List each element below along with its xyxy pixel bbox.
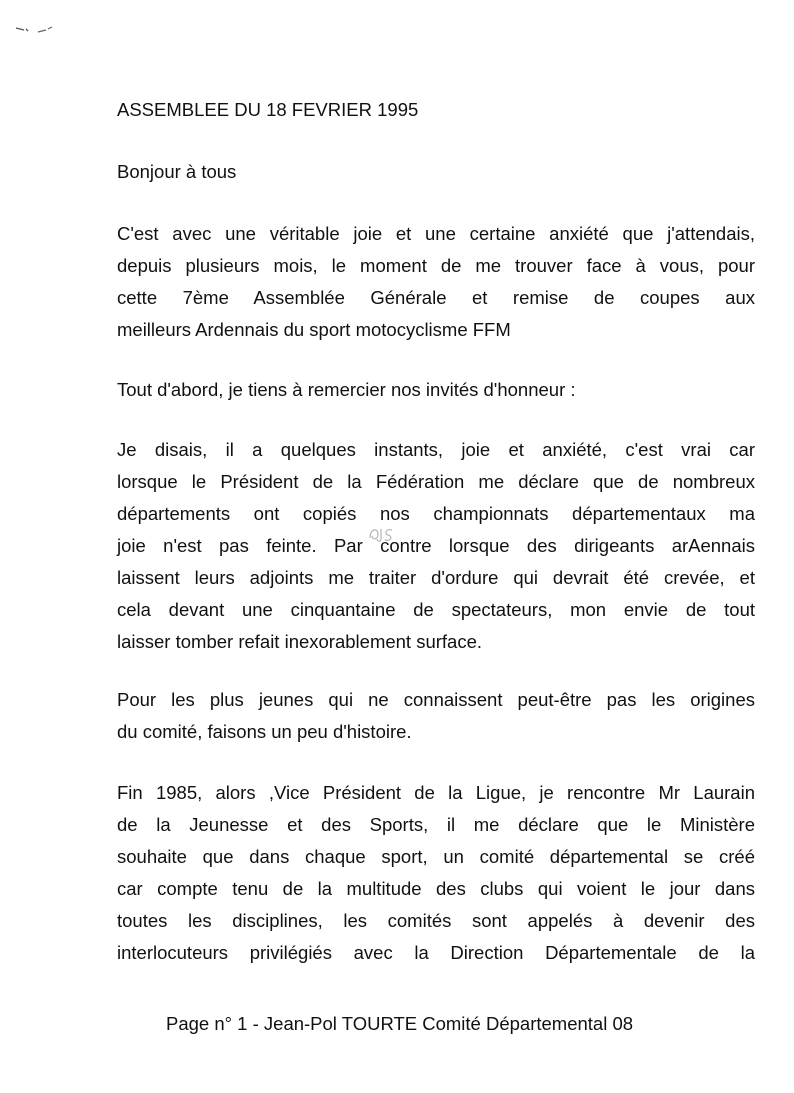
- paragraph-line: depuis plusieurs mois, le moment de me trouver face à vous, pour: [117, 255, 755, 276]
- paragraph-line: souhaite que dans chaque sport, un comité départemental se créé: [117, 846, 755, 867]
- paragraph-line: départements ont copiés nos championnats départementaux ma: [117, 503, 755, 524]
- paragraph-line: Pour les plus jeunes qui ne connaissent peut-être pas les origines: [117, 689, 755, 710]
- paragraph-line: du comité, faisons un peu d'histoire.: [117, 721, 412, 742]
- greeting: Bonjour à tous: [117, 161, 237, 182]
- paragraph-line: C'est avec une véritable joie et une certaine anxiété que j'attendais,: [117, 223, 755, 244]
- paragraph-joy-anxiety: [117, 434, 755, 658]
- paragraph-line: laisser tomber refait inexorablement surface.: [117, 631, 483, 652]
- paragraph-line: interlocuteurs privilégiés avec la Direction Départementale de la: [117, 942, 755, 963]
- paragraph-line: Fin 1985, alors ,Vice Président de la Ligue, je rencontre Mr Laurain: [117, 782, 755, 803]
- paragraph-history-intro: [117, 684, 755, 748]
- paragraph-line: laissent leurs adjoints me traiter d'ordure qui devrait été crevée, et: [117, 567, 755, 588]
- paragraph-line: lorsque le Président de la Fédération me déclare que de nombreux: [117, 471, 755, 492]
- paragraph-history: [117, 777, 755, 969]
- paragraph-line: cela devant une cinquantaine de spectateurs, mon envie de tout: [117, 599, 755, 620]
- paragraph-thanks: Tout d'abord, je tiens à remercier nos invités d'honneur :: [117, 379, 576, 400]
- document-heading: ASSEMBLEE DU 18 FEVRIER 1995: [117, 99, 419, 120]
- paragraph-line: cette 7ème Assemblée Générale et remise de coupes aux: [117, 287, 755, 308]
- paragraph-line: car compte tenu de la multitude des clubs qui voient le jour dans: [117, 878, 755, 899]
- page-footer: Page n° 1 - Jean-Pol TOURTE Comité Départemental 08: [166, 1013, 634, 1034]
- stamp-watermark-icon: [366, 524, 396, 544]
- paragraph-intro: [117, 218, 755, 346]
- paragraph-line: Je disais, il a quelques instants, joie et anxiété, c'est vrai car: [117, 439, 755, 460]
- scan-mark-icon: [14, 20, 58, 42]
- paragraph-line: toutes les disciplines, les comités sont appelés à devenir des: [117, 910, 755, 931]
- paragraph-line: joie n'est pas feinte. Par contre lorsque des dirigeants arAennais: [117, 535, 755, 556]
- paragraph-line: de la Jeunesse et des Sports, il me déclare que le Ministère: [117, 814, 755, 835]
- paragraph-line: meilleurs Ardennais du sport motocyclisme FFM: [117, 319, 511, 340]
